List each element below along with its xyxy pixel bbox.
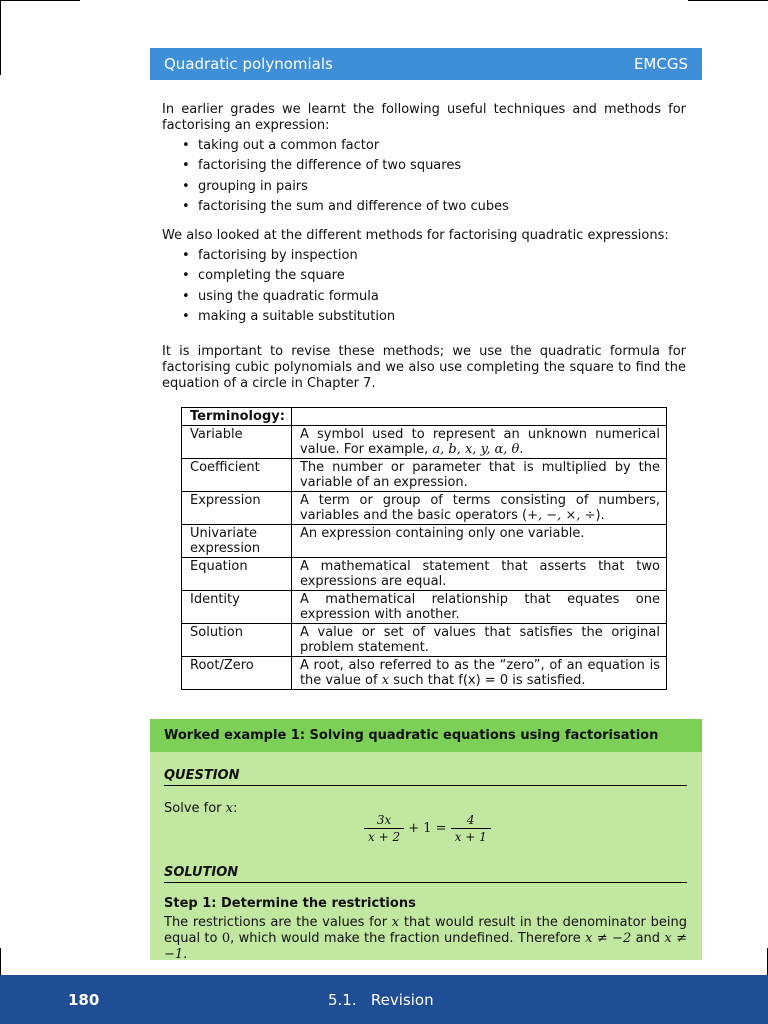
section-title: Quadratic polynomials xyxy=(164,55,333,73)
footer-section: 5.1. Revision xyxy=(328,991,434,1009)
crop-mark xyxy=(0,948,1,975)
list-item: • completing the square xyxy=(182,266,686,286)
step-title: Step 1: Determine the restrictions xyxy=(164,896,416,911)
lhs-fraction: $\frac{3x}{x + 2}$ xyxy=(364,812,404,845)
crop-mark xyxy=(0,0,80,1)
list-item: • using the quadratic formula xyxy=(182,287,686,307)
term-cell: Coefficient xyxy=(182,458,292,491)
methods-intro: We also looked at the different methods for factorising quadratic expressions: xyxy=(162,228,669,243)
revise-paragraph: It is important to revise these methods; we use the quadratic formula for factorising cubic polynomials and we also use completing the square to find the equation of a circle in Chapter 7. xyxy=(162,344,686,391)
table-row xyxy=(182,557,667,590)
table-row xyxy=(182,408,667,426)
list-item: • factorising by inspection xyxy=(182,246,686,266)
list-item: • making a suitable substitution xyxy=(182,307,686,327)
revise-block xyxy=(162,344,686,392)
worked-example-body xyxy=(150,752,702,960)
term-cell: Equation xyxy=(182,557,292,590)
crop-mark xyxy=(688,0,768,1)
step-text: The restrictions are the values for x that would result in the denominator being equal to 0, which would make the fraction undefined. Therefore x ≠ −2 and x ≠ −1. xyxy=(164,915,688,962)
definition-cell: An expression containing only one variable. xyxy=(291,524,666,557)
term-cell: Variable xyxy=(182,425,292,458)
table-row xyxy=(182,491,667,524)
term-cell: Solution xyxy=(182,623,292,656)
term-cell: Root/Zero xyxy=(182,656,292,689)
table-heading: Terminology: xyxy=(182,408,292,426)
definition-cell: A root, also referred to as the “zero”, of an equation is the value of x such that f(x) = 0 is satisfied. xyxy=(291,656,666,689)
page-footer xyxy=(0,975,768,1024)
list-item: • factorising the sum and difference of two cubes xyxy=(182,197,686,217)
solution-label: SOLUTION xyxy=(164,864,687,883)
solve-instruction: Solve for x: xyxy=(164,801,238,816)
table-row xyxy=(182,524,667,557)
terminology-table xyxy=(181,407,667,690)
section-header xyxy=(150,48,702,80)
equation xyxy=(364,812,491,845)
intro-block xyxy=(162,102,686,218)
page-number: 180 xyxy=(68,991,100,1009)
equation-middle: + 1 = xyxy=(408,821,447,836)
term-cell: Identity xyxy=(182,590,292,623)
definition-cell: A mathematical statement that asserts that two expressions are equal. xyxy=(291,557,666,590)
definition-cell: The number or parameter that is multiplied by the variable of an expression. xyxy=(291,458,666,491)
techniques-list xyxy=(162,136,686,218)
table-row xyxy=(182,425,667,458)
term-cell: Expression xyxy=(182,491,292,524)
definition-cell: A value or set of values that satisfies the original problem statement. xyxy=(291,623,666,656)
crop-mark xyxy=(0,0,1,75)
worked-example-title: Worked example 1: Solving quadratic equations using factorisation xyxy=(150,719,702,752)
definition-cell: A symbol used to represent an unknown numerical value. For example, a, b, x, y, α, θ. xyxy=(291,425,666,458)
methods-list xyxy=(162,246,686,328)
term-cell: Univariate expression xyxy=(182,524,292,557)
definition-cell: A mathematical relationship that equates one expression with another. xyxy=(291,590,666,623)
table-row xyxy=(182,656,667,689)
table-row xyxy=(182,590,667,623)
rhs-fraction: $\frac{4}{x + 1}$ xyxy=(451,812,491,845)
question-label: QUESTION xyxy=(164,767,687,786)
methods-block xyxy=(162,228,686,328)
list-item: • factorising the difference of two squares xyxy=(182,156,686,176)
table-row xyxy=(182,623,667,656)
table-row xyxy=(182,458,667,491)
section-code: EMCGS xyxy=(633,55,688,73)
definition-cell: A term or group of terms consisting of numbers, variables and the basic operators (+, −, ×, ÷). xyxy=(291,491,666,524)
list-item: • taking out a common factor xyxy=(182,136,686,156)
intro-paragraph: In earlier grades we learnt the following useful techniques and methods for factorising an expression: xyxy=(162,102,686,133)
list-item: • grouping in pairs xyxy=(182,177,686,197)
